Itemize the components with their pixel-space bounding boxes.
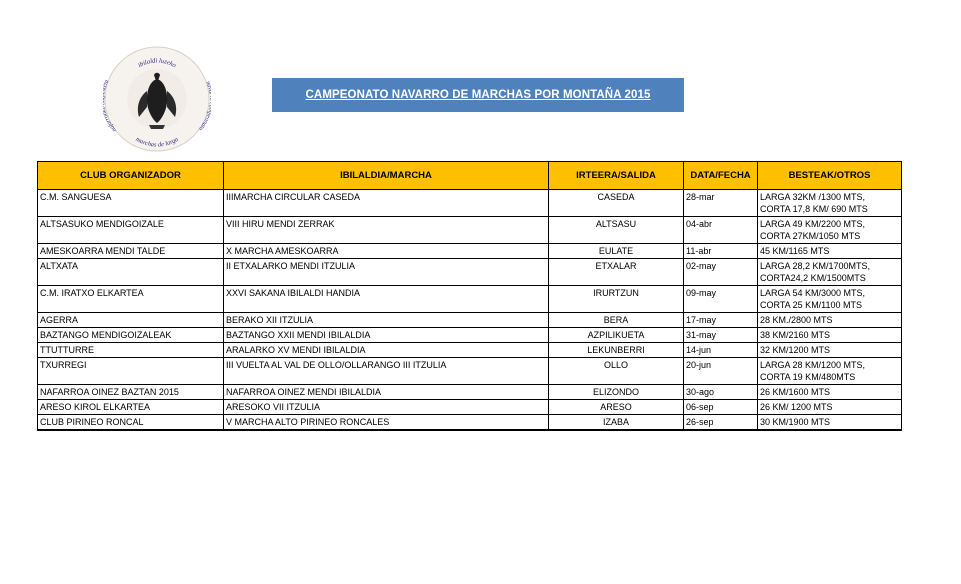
cell-marcha: NAFARROA OINEZ MENDI IBILALDIA bbox=[224, 385, 549, 400]
cell-fecha: 17-may bbox=[684, 313, 758, 328]
cell-club: C.M. IRATXO ELKARTEA bbox=[38, 286, 224, 313]
otros-line: 26 KM/ 1200 MTS bbox=[760, 402, 833, 412]
cell-otros bbox=[758, 385, 902, 400]
cell-marcha: BAZTANGO XXII MENDI IBILALDIA bbox=[224, 328, 549, 343]
otros-line: CORTA 17,8 KM/ 690 MTS bbox=[760, 204, 868, 214]
otros-line: CORTA24,2 KM/1500MTS bbox=[760, 273, 866, 283]
otros-line: 45 KM/1165 MTS bbox=[760, 246, 830, 256]
eagle-emblem-icon bbox=[103, 45, 211, 153]
cell-fecha: 09-may bbox=[684, 286, 758, 313]
cell-otros bbox=[758, 313, 902, 328]
cell-marcha: X MARCHA AMESKOARRA bbox=[224, 244, 549, 259]
otros-line: LARGA 54 KM/3000 MTS, bbox=[760, 288, 866, 298]
cell-salida: CASEDA bbox=[549, 190, 684, 217]
cell-club: ALTSASUKO MENDIGOIZALE bbox=[38, 217, 224, 244]
otros-line: 28 KM./2800 MTS bbox=[760, 315, 833, 325]
cell-marcha: III VUELTA AL VAL DE OLLO/OLLARANGO III ITZULIA bbox=[224, 358, 549, 385]
otros-line: 26 KM/1600 MTS bbox=[760, 387, 831, 397]
cell-otros bbox=[758, 328, 902, 343]
table-row bbox=[38, 415, 902, 431]
otros-line: LARGA 28 KM/1200 MTS, bbox=[760, 360, 866, 370]
cell-fecha: 31-may bbox=[684, 328, 758, 343]
cell-otros bbox=[758, 217, 902, 244]
col-header-salida: IRTEERA/SALIDA bbox=[549, 162, 684, 190]
cell-marcha: BERAKO XII ITZULIA bbox=[224, 313, 549, 328]
logo-bottom-text: marchas de larga bbox=[134, 135, 180, 149]
otros-line: CORTA 19 KM/480MTS bbox=[760, 372, 856, 382]
cell-fecha: 11-abr bbox=[684, 244, 758, 259]
cell-marcha: V MARCHA ALTO PIRINEO RONCALES bbox=[224, 415, 549, 431]
table-row bbox=[38, 313, 902, 328]
otros-line: LARGA 49 KM/2200 MTS, bbox=[760, 219, 866, 229]
cell-club: AMESKOARRA MENDI TALDE bbox=[38, 244, 224, 259]
table-row bbox=[38, 190, 902, 217]
otros-line: CORTA 27KM/1050 MTS bbox=[760, 231, 861, 241]
table-row bbox=[38, 244, 902, 259]
logo-left-text: nafarro ta bbox=[103, 79, 118, 133]
cell-club: ALTXATA bbox=[38, 259, 224, 286]
cell-club: AGERRA bbox=[38, 313, 224, 328]
cell-salida: IZABA bbox=[549, 415, 684, 431]
cell-club: TTUTTURRE bbox=[38, 343, 224, 358]
otros-line: 30 KM/1900 MTS bbox=[760, 417, 831, 427]
cell-marcha: II ETXALARKO MENDI ITZULIA bbox=[224, 259, 549, 286]
cell-fecha: 28-mar bbox=[684, 190, 758, 217]
cell-salida: BERA bbox=[549, 313, 684, 328]
table-row bbox=[38, 328, 902, 343]
cell-club: BAZTANGO MENDIGOIZALEAK bbox=[38, 328, 224, 343]
cell-salida: EULATE bbox=[549, 244, 684, 259]
cell-salida: LEKUNBERRI bbox=[549, 343, 684, 358]
cell-salida: ETXALAR bbox=[549, 259, 684, 286]
cell-fecha: 30-ago bbox=[684, 385, 758, 400]
cell-club: TXURREGI bbox=[38, 358, 224, 385]
cell-otros bbox=[758, 400, 902, 415]
cell-marcha: IIIMARCHA CIRCULAR CASEDA bbox=[224, 190, 549, 217]
cell-salida: ALTSASU bbox=[549, 217, 684, 244]
table-body bbox=[38, 190, 902, 431]
cell-otros bbox=[758, 358, 902, 385]
cell-otros bbox=[758, 415, 902, 431]
table-row bbox=[38, 385, 902, 400]
cell-marcha: ARESOKO VII ITZULIA bbox=[224, 400, 549, 415]
cell-otros bbox=[758, 259, 902, 286]
otros-line: CORTA 25 KM/1100 MTS bbox=[760, 300, 863, 310]
col-header-marcha: IBILALDIA/MARCHA bbox=[224, 162, 549, 190]
cell-club: NAFARROA OINEZ BAZTAN 2015 bbox=[38, 385, 224, 400]
events-table bbox=[37, 161, 902, 431]
table-row bbox=[38, 400, 902, 415]
logo-right-text: n eonato bbox=[197, 80, 211, 132]
cell-fecha: 26-sep bbox=[684, 415, 758, 431]
otros-line: LARGA 32KM /1300 MTS, bbox=[760, 192, 866, 202]
table-row bbox=[38, 358, 902, 385]
club-logo bbox=[103, 45, 211, 153]
cell-fecha: 04-abr bbox=[684, 217, 758, 244]
otros-line: 32 KM/1200 MTS bbox=[760, 345, 831, 355]
table-row bbox=[38, 217, 902, 244]
cell-otros bbox=[758, 244, 902, 259]
table-row bbox=[38, 259, 902, 286]
cell-club: C.M. SANGUESA bbox=[38, 190, 224, 217]
table-row bbox=[38, 286, 902, 313]
cell-salida: IRURTZUN bbox=[549, 286, 684, 313]
cell-club: ARESO KIROL ELKARTEA bbox=[38, 400, 224, 415]
col-header-club: CLUB ORGANIZADOR bbox=[38, 162, 224, 190]
cell-fecha: 14-jun bbox=[684, 343, 758, 358]
otros-line: LARGA 28,2 KM/1700MTS, bbox=[760, 261, 871, 271]
cell-otros bbox=[758, 190, 902, 217]
cell-salida: OLLO bbox=[549, 358, 684, 385]
cell-salida: ARESO bbox=[549, 400, 684, 415]
table-row bbox=[38, 343, 902, 358]
cell-marcha: XXVI SAKANA IBILALDI HANDIA bbox=[224, 286, 549, 313]
table-header-row bbox=[38, 162, 902, 190]
col-header-fecha: DATA/FECHA bbox=[684, 162, 758, 190]
cell-fecha: 20-jun bbox=[684, 358, 758, 385]
cell-otros bbox=[758, 286, 902, 313]
cell-salida: ELIZONDO bbox=[549, 385, 684, 400]
otros-line: 38 KM/2160 MTS bbox=[760, 330, 831, 340]
cell-otros bbox=[758, 343, 902, 358]
cell-marcha: VIII HIRU MENDI ZERRAK bbox=[224, 217, 549, 244]
col-header-otros: BESTEAK/OTROS bbox=[758, 162, 902, 190]
cell-salida: AZPILIKUETA bbox=[549, 328, 684, 343]
page-title: CAMPEONATO NAVARRO DE MARCHAS POR MONTAÑA 2015 bbox=[272, 78, 684, 112]
cell-club: CLUB PIRINEO RONCAL bbox=[38, 415, 224, 431]
cell-fecha: 06-sep bbox=[684, 400, 758, 415]
logo-top-text: ibilaldi luzeko bbox=[136, 57, 178, 70]
cell-fecha: 02-may bbox=[684, 259, 758, 286]
cell-marcha: ARALARKO XV MENDI IBILALDIA bbox=[224, 343, 549, 358]
